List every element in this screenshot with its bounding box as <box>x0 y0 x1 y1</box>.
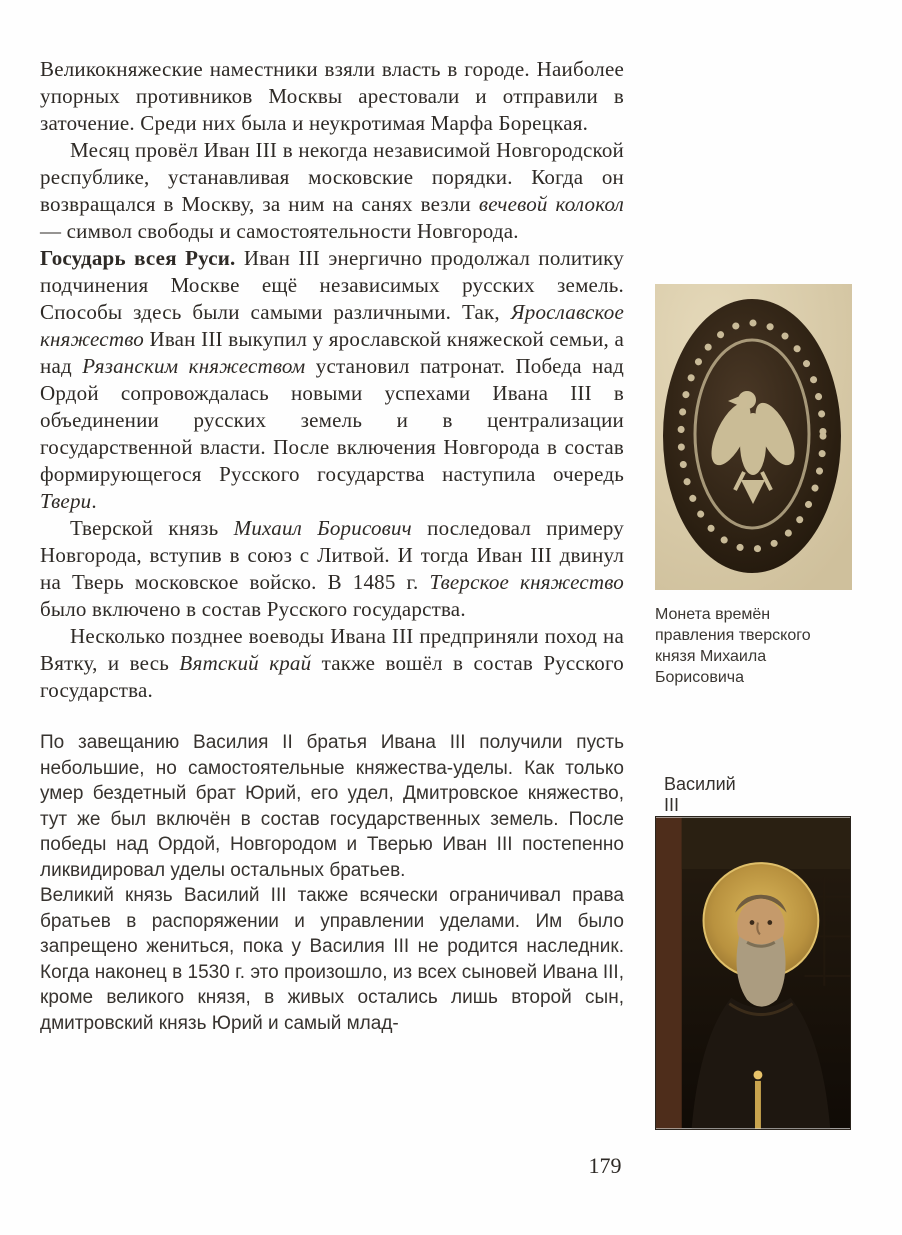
page-number: 179 <box>588 1153 622 1178</box>
icon-label: Василий III <box>664 774 736 815</box>
text-segment: Твери <box>40 489 92 513</box>
text-segment: Государь всея Руси. <box>40 246 236 270</box>
text-segment: Рязанским княжеством <box>82 354 306 378</box>
text-segment: последовал примеру Новгорода, вступив в союз с Литвой. И тогда Иван III двинул на Тверь московское войско. В 1485 г. <box>40 516 624 594</box>
text-segment: Михаил Борисович <box>233 516 412 540</box>
icon-top-band <box>682 818 850 869</box>
text-segment: Иван III выкупил у ярославской княжеской семьи, а над <box>40 327 624 378</box>
text-segment: Великокняжеские наместники взяли власть в городе. Наиболее упорных противников Москвы арестовали и отправили в заточение. Среди них была и неукротимая Марфа Борецкая. <box>40 57 624 135</box>
icon-left-pillar <box>656 818 682 1129</box>
text-segment: Иван III энергично продолжал политику подчинения Москве ещё независимых русских земель. Способы здесь были самыми различными. Так, <box>40 246 624 324</box>
text-segment: также вошёл в состав Русского государства. <box>40 651 624 702</box>
text-segment: Тверской князь <box>70 516 234 540</box>
text-segment: Месяц провёл Иван III в некогда независимой Новгородской республике, устанавливая московские порядки. Когда он возвращался в Москву, за ним на санях везли <box>40 138 624 216</box>
text-segment: Великий князь Василий III также всячески ограничивал права братьев в распоряжении и управлении уделами. Им было запрещено жениться, пока у Василия III не родится наследник. Когда наконец в 1530 г. это произошло, из всех сыновей Ивана III, кроме великого князя, в живых остались лишь второй сын, дмитровский князь Юрий и самый млад- <box>40 885 624 1034</box>
text-segment: — символ свободы и самостоятельности Новгорода. <box>40 219 519 243</box>
paragraph <box>40 245 624 515</box>
main-text-column <box>40 56 624 1036</box>
text-segment: вечевой колокол <box>478 192 624 216</box>
coin-figure <box>655 284 852 688</box>
paragraph <box>40 515 624 623</box>
coin-photo <box>655 284 852 590</box>
paragraph <box>40 56 624 137</box>
candle-flame <box>753 1070 762 1079</box>
paragraph <box>40 137 624 245</box>
coin-caption: Монета времён правления тверского князя Михаила Борисовича <box>655 606 811 686</box>
paragraph <box>40 730 624 883</box>
supplementary-text <box>40 730 624 1036</box>
candle <box>755 1081 761 1129</box>
paragraph <box>40 883 624 1036</box>
vasily-icon-figure <box>655 816 851 1130</box>
text-segment: Вятский край <box>179 651 312 675</box>
text-segment: Ярославское княжество <box>40 300 624 351</box>
text-segment: Несколько позднее воеводы Ивана III предприняли поход на Вятку, и весь <box>40 624 624 675</box>
vasily-icon-photo <box>655 816 851 1130</box>
text-segment: установил патронат. Победа над Ордой сопровождалась новыми успехами Ивана III в объединении русских земель и в централизации государственной власти. После включения Новгорода в состав формирующегося Русского государства наступила очередь <box>40 354 625 486</box>
paragraph <box>40 623 624 704</box>
main-text <box>40 56 624 704</box>
text-segment: было включено в состав Русского государства. <box>40 597 466 621</box>
text-segment: Тверское княжество <box>429 570 624 594</box>
text-segment: По завещанию Василия II братья Ивана III получили пусть небольшие, но самостоятельные княжества-уделы. Как только умер бездетный брат Юрий, его удел, Дмитровское княжество, тут же был включён в состав государственных земель. После победы над Ордой, Новгородом и Тверью Иван III постепенно ликвидировал уделы остальных братьев. <box>40 732 624 881</box>
text-segment: . <box>91 489 97 513</box>
